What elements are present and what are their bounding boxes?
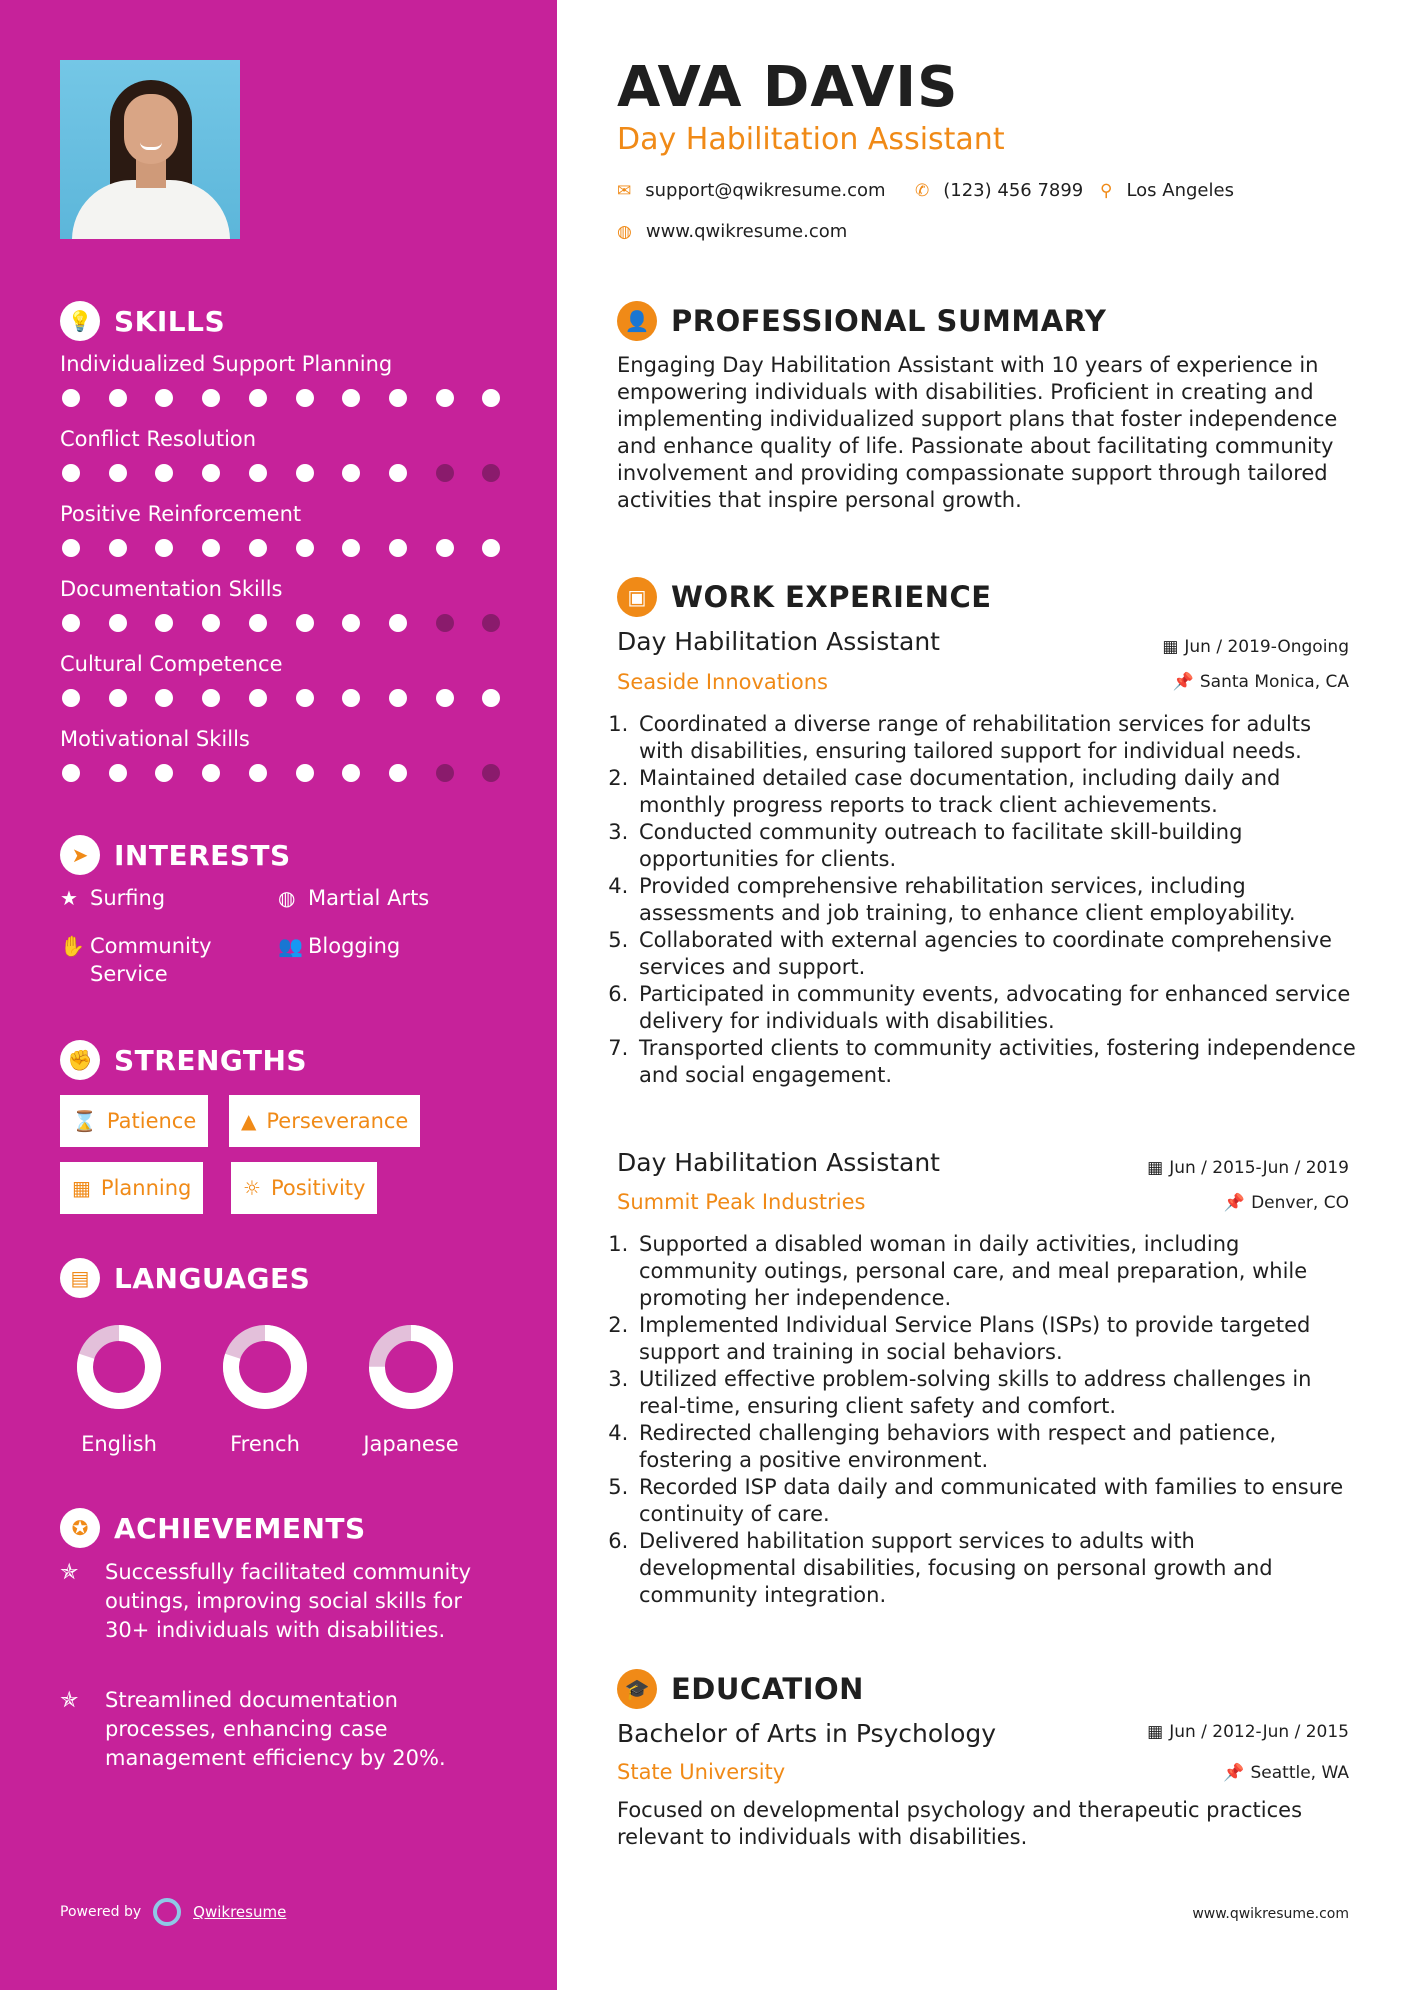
strength-badge xyxy=(60,1095,208,1147)
sun-icon: ☼ xyxy=(243,1176,261,1200)
calendar-icon: ▦ xyxy=(1147,1158,1164,1178)
globe-icon: ◍ xyxy=(278,886,296,910)
achievements-title: ACHIEVEMENTS xyxy=(114,1511,366,1545)
skill-dot xyxy=(249,389,267,407)
achievement-text: Successfully facilitated community outings, improving social skills for 30+ individuals with disabilities. xyxy=(105,1560,472,1642)
user-icon: 👤 xyxy=(617,301,657,341)
qwikresume-link[interactable]: Qwikresume xyxy=(193,1903,287,1921)
experience-title: WORK EXPERIENCE xyxy=(671,580,992,614)
star-icon: ★ xyxy=(60,886,78,910)
company-name: Summit Peak Industries xyxy=(617,1190,866,1214)
website-text: www.qwikresume.com xyxy=(645,221,848,242)
skill-dot xyxy=(202,389,220,407)
interest-item xyxy=(278,932,400,960)
duty-item: 3. Conducted community outreach to facilitate skill-building opportunities for clients. xyxy=(635,819,1357,873)
interest-label: Martial Arts xyxy=(308,886,430,910)
skill-dot xyxy=(389,764,407,782)
education-heading xyxy=(617,1669,864,1709)
skill-dot xyxy=(202,689,220,707)
medal-icon: ✪ xyxy=(60,1508,100,1548)
strengths-title: STRENGTHS xyxy=(114,1043,308,1077)
language-name: Japanese xyxy=(363,1432,459,1456)
skill-rating xyxy=(62,764,512,782)
skill-dot xyxy=(62,614,80,632)
skill-dot xyxy=(436,539,454,557)
briefcase-icon: ▣ xyxy=(617,577,657,617)
users-icon: 👥 xyxy=(278,934,303,958)
duty-item: 6. Participated in community events, advocating for enhanced service delivery for individuals with disabilities. xyxy=(635,981,1357,1035)
skill-dot xyxy=(482,614,500,632)
skill-dot xyxy=(249,539,267,557)
skill-dot xyxy=(62,389,80,407)
duty-item: 2. Maintained detailed case documentation, including daily and monthly progress reports to track client achievements. xyxy=(635,765,1357,819)
contact-location xyxy=(1100,180,1234,201)
skill-dot xyxy=(155,464,173,482)
skill-dot xyxy=(155,614,173,632)
skill-dot xyxy=(109,464,127,482)
duty-item: 7. Transported clients to community activities, fostering independence and social engagement. xyxy=(635,1035,1357,1089)
strength-label: Patience xyxy=(106,1109,197,1133)
experience-heading xyxy=(617,577,992,617)
job-location xyxy=(1173,672,1349,692)
skill-dot xyxy=(202,764,220,782)
calendar-icon: ▦ xyxy=(1147,1722,1164,1742)
education-title: EDUCATION xyxy=(671,1672,864,1706)
skill-dot xyxy=(249,764,267,782)
phone-text: (123) 456 7899 xyxy=(943,180,1084,201)
job-location-text: Santa Monica, CA xyxy=(1199,672,1349,692)
job-dates-text: Jun / 2015-Jun / 2019 xyxy=(1169,1158,1349,1178)
duty-item: 6. Delivered habilitation support services to adults with developmental disabilities, focusing on personal growth and community integration. xyxy=(635,1528,1357,1609)
duty-item: 3. Utilized effective problem-solving skills to address challenges in real-time, ensuring client safety and comfort. xyxy=(635,1366,1357,1420)
achievements-heading xyxy=(60,1508,366,1548)
company-name: Seaside Innovations xyxy=(617,670,828,694)
contact-phone[interactable] xyxy=(915,180,1083,201)
skill-dot xyxy=(482,464,500,482)
duty-item: 4. Redirected challenging behaviors with respect and patience, fostering a positive environment. xyxy=(635,1420,1357,1474)
skill-rating xyxy=(62,464,512,482)
skill-dot xyxy=(482,764,500,782)
skill-dot xyxy=(482,389,500,407)
sidebar xyxy=(0,0,557,1990)
summary-title: PROFESSIONAL SUMMARY xyxy=(671,304,1107,338)
skill-name: Positive Reinforcement xyxy=(60,502,302,526)
skill-dot xyxy=(109,389,127,407)
pin-icon: 📌 xyxy=(1223,1193,1246,1213)
skill-dot xyxy=(62,464,80,482)
education-description: Focused on developmental psychology and therapeutic practices relevant to individuals with disabilities. xyxy=(617,1798,1303,1849)
skill-dot xyxy=(389,539,407,557)
skill-dot xyxy=(155,689,173,707)
skill-dot xyxy=(436,464,454,482)
skill-item xyxy=(60,502,510,526)
job-duties xyxy=(617,1231,1357,1609)
education-location xyxy=(1223,1763,1349,1783)
skill-dot xyxy=(342,689,360,707)
skills-title: SKILLS xyxy=(114,304,226,338)
envelope-icon: ✉ xyxy=(617,180,632,201)
location-text: Los Angeles xyxy=(1126,180,1234,201)
skill-rating xyxy=(62,539,512,557)
interest-item xyxy=(278,884,429,912)
language-item xyxy=(356,1324,466,1456)
skill-dot xyxy=(202,464,220,482)
interest-label: Community Service xyxy=(90,934,212,986)
skill-name: Individualized Support Planning xyxy=(60,352,393,376)
hourglass-icon: ⌛ xyxy=(72,1109,97,1133)
skill-item xyxy=(60,727,510,751)
education-dates-text: Jun / 2012-Jun / 2015 xyxy=(1169,1722,1349,1742)
interests-heading xyxy=(60,835,291,875)
skill-dot xyxy=(202,614,220,632)
powered-by-text: Powered by xyxy=(60,1904,142,1920)
strengths-heading xyxy=(60,1040,307,1080)
skill-dot xyxy=(342,614,360,632)
duty-item: 5. Recorded ISP data daily and communicated with families to ensure continuity of care. xyxy=(635,1474,1357,1528)
strength-label: Positivity xyxy=(270,1176,366,1200)
skill-item xyxy=(60,352,510,376)
strength-badge xyxy=(231,1162,377,1214)
skill-dot xyxy=(109,764,127,782)
skill-dot xyxy=(342,539,360,557)
calendar-icon: ▦ xyxy=(1162,637,1179,657)
duty-item: 2. Implemented Individual Service Plans (ISPs) to provide targeted support and training in social behaviors. xyxy=(635,1312,1357,1366)
languages-title: LANGUAGES xyxy=(114,1261,311,1295)
skill-item xyxy=(60,577,510,601)
skill-dot xyxy=(436,614,454,632)
road-icon: ▲ xyxy=(241,1109,257,1133)
map-pin-icon: ⚲ xyxy=(1100,180,1113,201)
summary-heading xyxy=(617,301,1106,341)
strength-badge xyxy=(229,1095,420,1147)
skill-dot xyxy=(389,689,407,707)
skill-dot xyxy=(109,539,127,557)
skill-name: Motivational Skills xyxy=(60,727,250,751)
education-location-text: Seattle, WA xyxy=(1250,1763,1349,1783)
globe-icon: ◍ xyxy=(617,221,632,242)
job-location xyxy=(1224,1193,1349,1213)
skills-heading xyxy=(60,301,225,341)
skill-dot xyxy=(389,464,407,482)
interest-item xyxy=(60,884,165,912)
skill-dot xyxy=(342,389,360,407)
skill-dot xyxy=(155,764,173,782)
footer-url[interactable]: www.qwikresume.com xyxy=(1192,1906,1349,1922)
skill-name: Conflict Resolution xyxy=(60,427,257,451)
skill-item xyxy=(60,652,510,676)
skill-dot xyxy=(155,389,173,407)
skill-dot xyxy=(389,389,407,407)
skill-dot xyxy=(436,689,454,707)
email-text: support@qwikresume.com xyxy=(645,180,886,201)
skill-dot xyxy=(296,464,314,482)
skill-rating xyxy=(62,614,512,632)
degree-title: Bachelor of Arts in Psychology xyxy=(617,1719,997,1748)
skill-dot xyxy=(249,464,267,482)
job-title: Day Habilitation Assistant xyxy=(617,627,940,656)
interest-label: Surfing xyxy=(90,886,166,910)
skill-name: Documentation Skills xyxy=(60,577,283,601)
lightbulb-icon: 💡 xyxy=(60,301,100,341)
skill-dot xyxy=(296,764,314,782)
job-dates-text: Jun / 2019-Ongoing xyxy=(1184,637,1349,657)
pin-icon: 📌 xyxy=(1223,1763,1245,1783)
achievement-text: Streamlined documentation processes, enhancing case management efficiency by 20%. xyxy=(105,1688,446,1770)
language-ring xyxy=(76,1324,162,1410)
contact-email[interactable] xyxy=(617,180,886,201)
summary-text: Engaging Day Habilitation Assistant with 10 years of experience in empowering individuals with disabilities. Proficient in creating and implementing individualized support plans that foster independence and enhance quality of life. Passionate about facilitating community involvement and providing compassionate support through tailored activities that inspire personal growth. xyxy=(617,353,1338,512)
language-ring xyxy=(222,1324,308,1410)
languages-heading xyxy=(60,1258,310,1298)
candidate-role: Day Habilitation Assistant xyxy=(617,122,1005,157)
graduation-cap-icon: 🎓 xyxy=(617,1669,657,1709)
job-dates xyxy=(1162,637,1349,657)
skill-dot xyxy=(482,689,500,707)
skill-dot xyxy=(436,764,454,782)
skill-dot xyxy=(249,689,267,707)
skill-dot xyxy=(62,764,80,782)
skill-dot xyxy=(342,764,360,782)
language-name: French xyxy=(230,1432,300,1456)
language-icon: ▤ xyxy=(60,1258,100,1298)
skill-dot xyxy=(389,614,407,632)
skill-dot xyxy=(296,389,314,407)
skill-rating xyxy=(62,689,512,707)
paper-plane-icon: ➤ xyxy=(60,835,100,875)
skill-dot xyxy=(109,614,127,632)
phone-icon: ✆ xyxy=(915,180,930,201)
language-name: English xyxy=(81,1432,157,1456)
strength-badge xyxy=(60,1162,203,1214)
skill-dot xyxy=(296,614,314,632)
contact-website[interactable] xyxy=(617,221,847,242)
skill-rating xyxy=(62,389,512,407)
skill-dot xyxy=(202,539,220,557)
skill-dot xyxy=(109,689,127,707)
hand-icon: ✋ xyxy=(60,934,85,958)
fist-icon: ✊ xyxy=(60,1040,100,1080)
education-dates xyxy=(1147,1722,1349,1742)
language-item xyxy=(210,1324,320,1456)
shooting-star-icon: ✯ xyxy=(60,1688,79,1713)
interests-title: INTERESTS xyxy=(114,838,291,872)
achievement-item xyxy=(60,1558,500,1645)
language-item xyxy=(64,1324,174,1456)
skill-dot xyxy=(482,539,500,557)
job-duties xyxy=(617,711,1357,1089)
shooting-star-icon: ✯ xyxy=(60,1560,79,1585)
interest-item xyxy=(60,932,260,988)
powered-by xyxy=(60,1898,286,1926)
skill-dot xyxy=(62,539,80,557)
skill-dot xyxy=(296,539,314,557)
qwikresume-logo-icon xyxy=(153,1898,181,1926)
profile-photo xyxy=(60,60,240,239)
job-title: Day Habilitation Assistant xyxy=(617,1148,940,1177)
skill-dot xyxy=(296,689,314,707)
duty-item: 5. Collaborated with external agencies to coordinate comprehensive services and support. xyxy=(635,927,1357,981)
candidate-name: AVA DAVIS xyxy=(617,55,959,120)
pin-icon: 📌 xyxy=(1172,672,1194,692)
strength-label: Perseverance xyxy=(266,1109,409,1133)
interest-label: Blogging xyxy=(308,934,401,958)
job-dates xyxy=(1147,1158,1349,1178)
skill-name: Cultural Competence xyxy=(60,652,283,676)
duty-item: 4. Provided comprehensive rehabilitation services, including assessments and job training, to enhance client employability. xyxy=(635,873,1357,927)
strength-label: Planning xyxy=(100,1176,192,1200)
calendar-icon: ▦ xyxy=(72,1176,91,1200)
achievement-item xyxy=(60,1686,500,1773)
skill-item xyxy=(60,427,510,451)
school-name: State University xyxy=(617,1760,786,1784)
job-location-text: Denver, CO xyxy=(1251,1193,1349,1213)
language-ring xyxy=(368,1324,454,1410)
skill-dot xyxy=(342,464,360,482)
skill-dot xyxy=(155,539,173,557)
duty-item: 1. Coordinated a diverse range of rehabilitation services for adults with disabilities, ensuring tailored support for individual needs. xyxy=(635,711,1357,765)
skill-dot xyxy=(436,389,454,407)
skill-dot xyxy=(62,689,80,707)
skill-dot xyxy=(249,614,267,632)
duty-item: 1. Supported a disabled woman in daily activities, including community outings, personal care, and meal preparation, while promoting her independence. xyxy=(635,1231,1357,1312)
